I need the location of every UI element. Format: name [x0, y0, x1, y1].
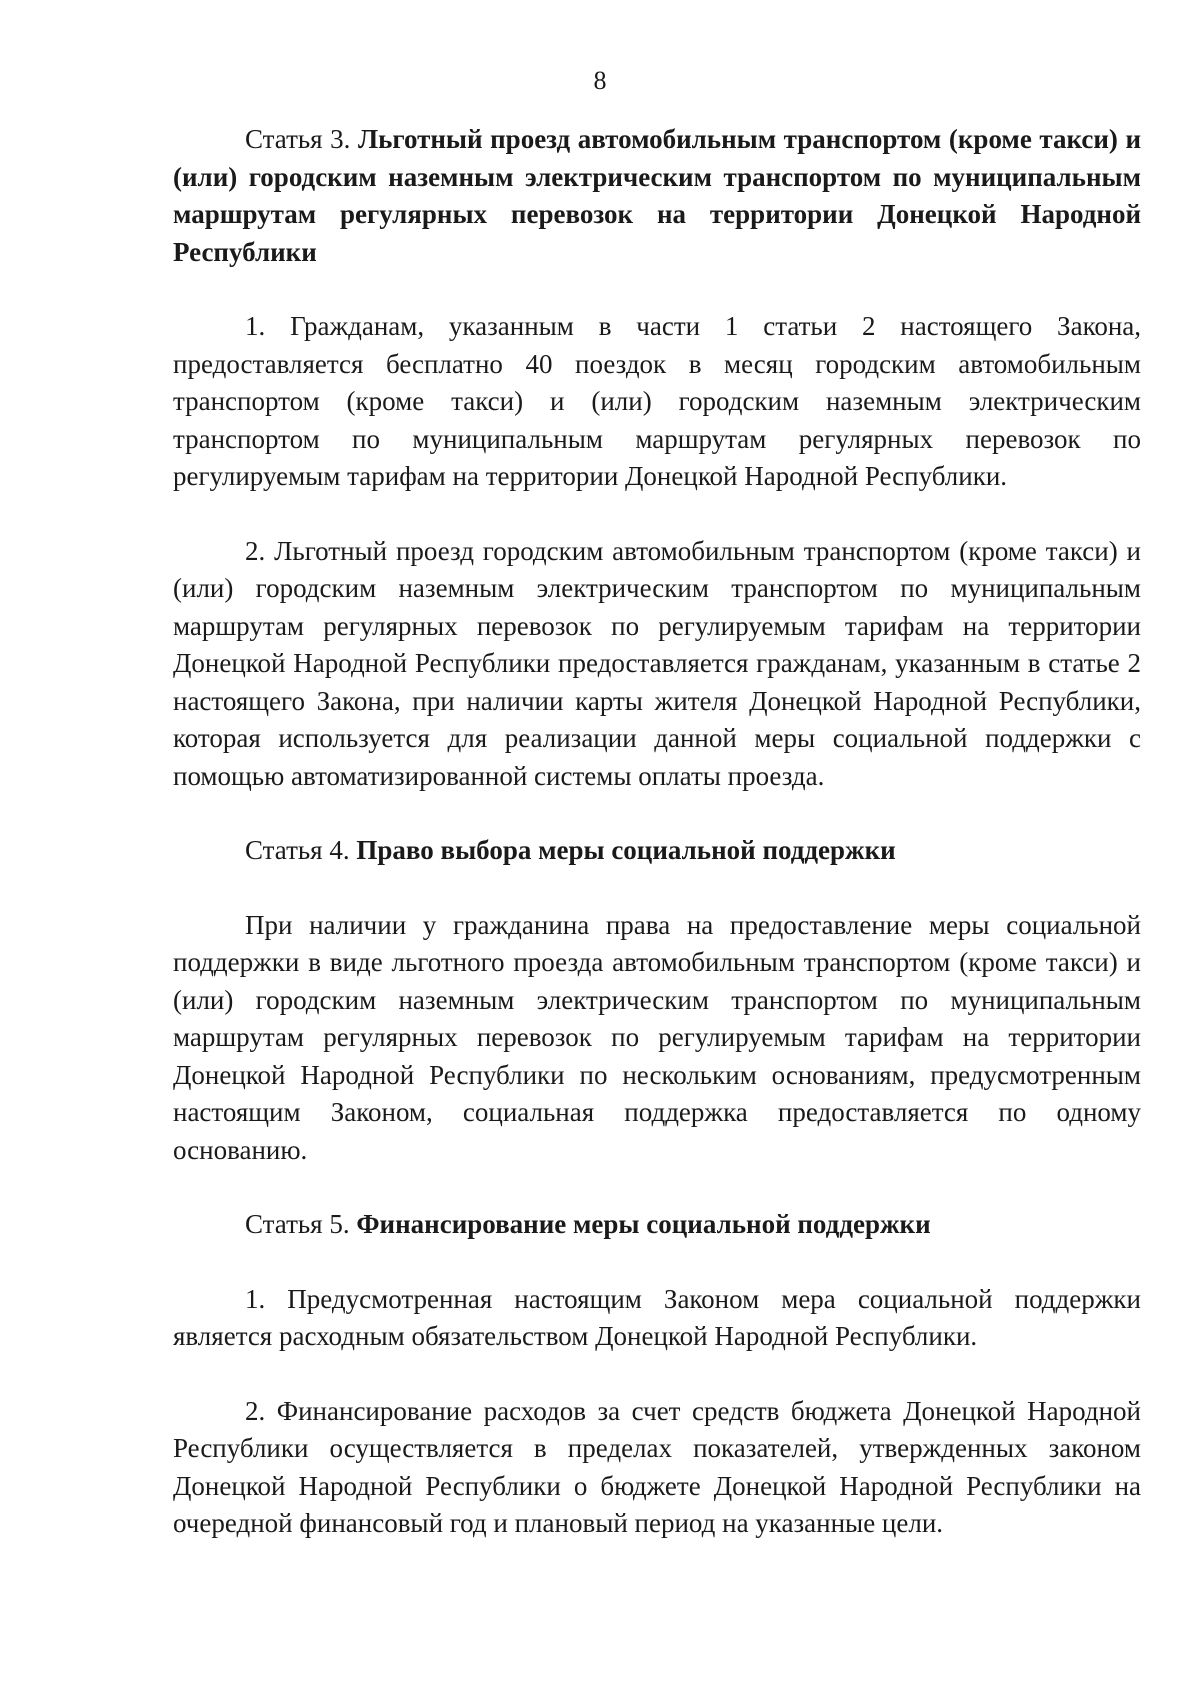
article-3-prefix: Статья 3. [245, 124, 351, 154]
page-number: 8 [593, 66, 607, 95]
article-5-prefix: Статья 5. [245, 1209, 350, 1239]
article-3-heading [173, 121, 1141, 271]
article-4-paragraph-1: При наличии у гражданина права на предоставление меры социальной поддержки в виде льготного проезда автомобильным транспортом (кроме такси) и (или) городским наземным электрическим транспортом по муниципальным маршрутам регулярных перевозок по регулируемым тарифам на территории Донецкой Народной Республики по нескольким основаниям, предусмотренным настоящим Законом, социальная поддержка предоставляется по одному основанию. [173, 909, 1141, 1165]
article-5-heading [173, 1206, 1141, 1244]
article-3-paragraph-1: 1. Гражданам, указанным в части 1 статьи 2 настоящего Закона, предоставляется бесплатно 40 поездок в месяц городским автомобильным транспортом (кроме такси) и (или) городским наземным электрическим транспортом по муниципальным маршрутам регулярных перевозок по регулируемым тарифам на территории Донецкой Народной Республики. [173, 311, 1141, 491]
article-4-title: Право выбора меры социальной поддержки [356, 835, 896, 865]
document-body [173, 121, 1141, 1543]
article-3-paragraph-2: 2. Льготный проезд городским автомобильным транспортом (кроме такси) и (или) городским наземным электрическим транспортом по муниципальным маршрутам регулярных перевозок по регулируемым тарифам на территории Донецкой Народной Республики предоставляется гражданам, указанным в статье 2 настоящего Закона, при наличии карты жителя Донецкой Народной Республики, которая используется для реализации данной меры социальной поддержки с помощью автоматизированной системы оплаты проезда. [173, 535, 1141, 791]
article-4-prefix: Статья 4. [245, 835, 350, 865]
article-5-paragraph-1: 1. Предусмотренная настоящим Законом мера социальной поддержки является расходным обязательством Донецкой Народной Республики. [173, 1283, 1141, 1351]
article-5-paragraph-2: 2. Финансирование расходов за счет средств бюджета Донецкой Народной Республики осуществляется в пределах показателей, утвержденных законом Донецкой Народной Республики о бюджете Донецкой Народной Республики на очередной финансовый год и плановый период на указанные цели. [173, 1395, 1141, 1538]
article-3-title: Льготный проезд автомобильным транспортом (кроме такси) и (или) городским наземным электрическим транспортом по муниципальным маршрутам регулярных перевозок на территории Донецкой Народной Республики [173, 124, 1141, 267]
article-4-heading [173, 832, 1141, 870]
article-5-title: Финансирование меры социальной поддержки [356, 1209, 931, 1239]
